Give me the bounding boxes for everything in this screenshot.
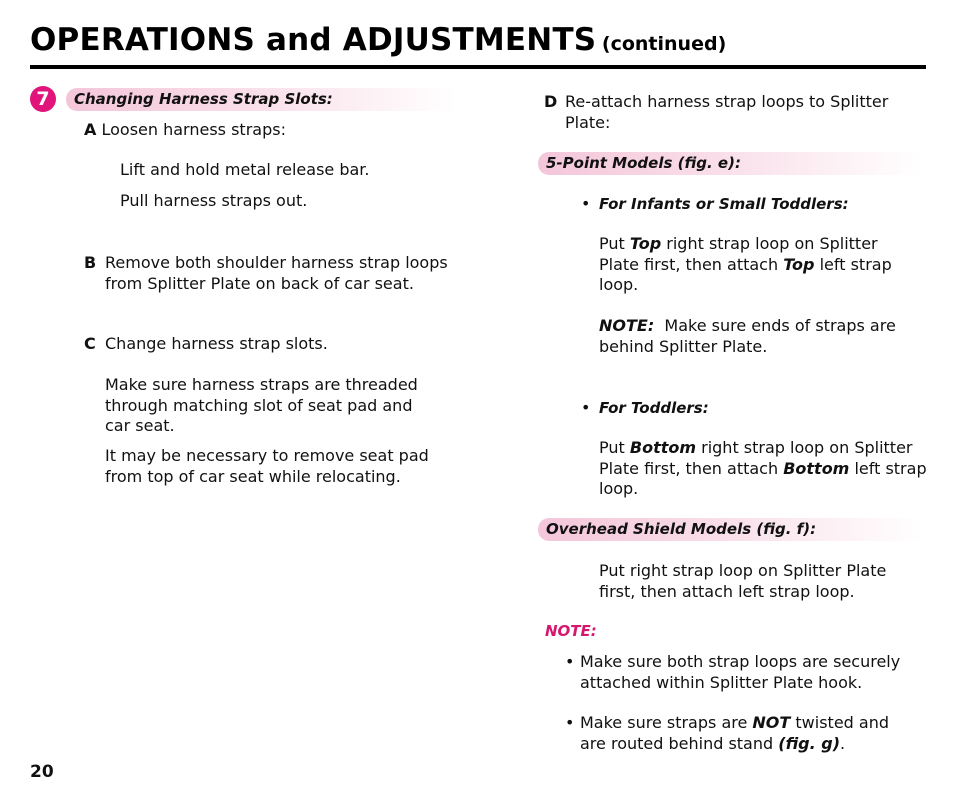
step-b-label: B <box>84 253 97 272</box>
overhead-line2: first, then attach left strap loop. <box>599 581 855 601</box>
infants-note-line2: behind Splitter Plate. <box>599 336 768 356</box>
note2-line1: Make sure straps are NOT twisted and <box>580 713 889 732</box>
page-title <box>30 22 726 58</box>
toddlers-line2: Plate first, then attach Bottom left strap <box>599 458 927 478</box>
overhead-line1: Put right strap loop on Splitter Plate <box>599 561 887 580</box>
note1-bullet: • <box>565 652 575 671</box>
step-c-para1 <box>105 375 418 437</box>
step-c-para1-line3: car seat. <box>105 416 175 435</box>
step-d-label: D <box>544 92 558 111</box>
step-number-badge: 7 <box>30 86 56 112</box>
section-heading-changing-slots: Changing Harness Strap Slots: <box>66 88 456 111</box>
step-b-line1: Remove both shoulder harness strap loops <box>105 253 448 272</box>
note1-line2: attached within Splitter Plate hook. <box>580 672 863 692</box>
step-a <box>84 120 286 141</box>
step-a-text: Loosen harness straps: <box>101 120 286 139</box>
note2-line2: are routed behind stand (fig. g). <box>580 733 846 753</box>
step-c-text: Change harness strap slots. <box>105 334 328 353</box>
step-c-para1-line1: Make sure harness straps are threaded <box>105 375 418 394</box>
toddlers-instructions <box>599 438 927 500</box>
toddlers-line1: Put Bottom right strap loop on Splitter <box>599 438 913 457</box>
infants-line2: Plate first, then attach Top left strap <box>599 254 892 274</box>
overhead-instructions <box>599 561 886 602</box>
note2-bullet: • <box>565 713 575 732</box>
note-heading: NOTE: <box>545 622 597 640</box>
step-a-sub2: Pull harness straps out. <box>120 191 308 210</box>
step-c-para1-line2: through matching slot of seat pad and <box>105 395 413 415</box>
step-d-line1: Re-attach harness strap loops to Splitter <box>565 92 889 111</box>
step-c-para2 <box>105 446 429 487</box>
step-b-text <box>105 253 448 294</box>
title-rule <box>30 65 926 69</box>
toddlers-line3: loop. <box>599 479 639 498</box>
note2-text <box>580 713 889 754</box>
section-heading-five-point: 5-Point Models (fig. e): <box>538 152 922 175</box>
page-title-continued: (continued) <box>601 33 727 55</box>
step-c-para2-line1: It may be necessary to remove seat pad <box>105 446 429 465</box>
note1-text <box>580 652 900 693</box>
step-b-line2: from Splitter Plate on back of car seat. <box>105 273 414 293</box>
bullet-infants: • <box>581 194 591 213</box>
heading-infants: For Infants or Small Toddlers: <box>599 195 849 213</box>
step-d-line2: Plate: <box>565 112 611 132</box>
infants-line3: loop. <box>599 275 639 294</box>
step-a-sub1: Lift and hold metal release bar. <box>120 160 370 179</box>
step-c-para2-line2: from top of car seat while relocating. <box>105 466 401 486</box>
infants-instructions <box>599 234 892 296</box>
page-title-main: OPERATIONS and ADJUSTMENTS <box>30 22 597 58</box>
step-a-label: A <box>84 120 97 139</box>
step-c-label: C <box>84 334 96 353</box>
page-number: 20 <box>30 762 54 782</box>
section-heading-overhead-shield: Overhead Shield Models (fig. f): <box>538 518 922 541</box>
infants-line1: Put Top right strap loop on Splitter <box>599 234 878 253</box>
infants-note <box>599 316 896 357</box>
infants-note-line1: NOTE: Make sure ends of straps are <box>599 316 896 335</box>
step-d-text <box>565 92 888 133</box>
note1-line1: Make sure both strap loops are securely <box>580 652 901 671</box>
heading-toddlers: For Toddlers: <box>599 399 709 417</box>
bullet-toddlers: • <box>581 398 591 417</box>
